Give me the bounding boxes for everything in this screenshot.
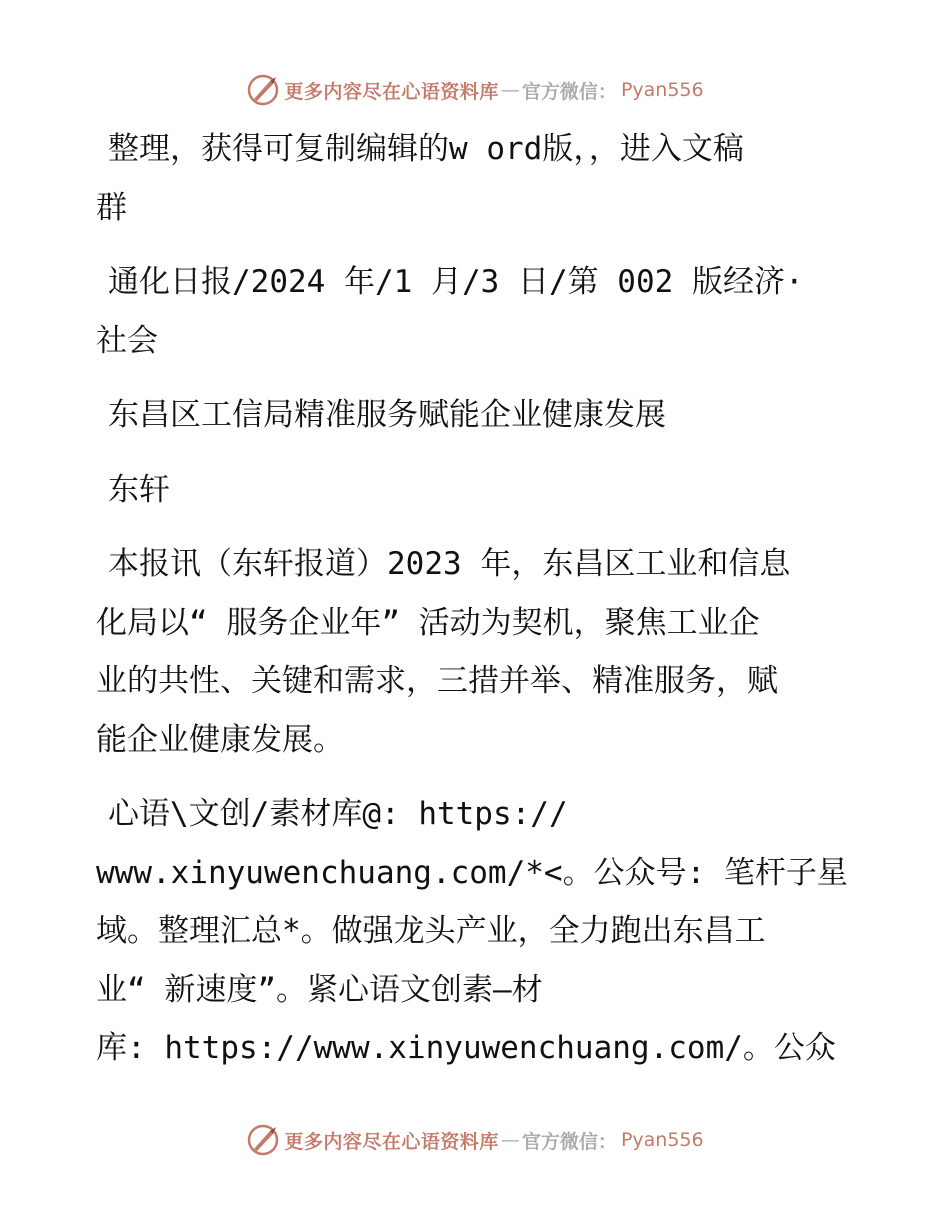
watermark-text: 更多内容尽在心语资料库 xyxy=(284,80,499,103)
quill-logo-icon xyxy=(246,73,280,107)
text-line: 业“ 新速度”。紧心语文创素—材 xyxy=(96,971,543,1008)
text-line: 域。整理汇总*。做强龙头产业，全力跑出东昌工 xyxy=(96,913,766,949)
text-line: 库: https://www.xinyuwenchuang.com/。公众 xyxy=(96,1030,836,1066)
watermark-banner-bottom xyxy=(0,1120,950,1160)
text-line: 能企业健康发展。 xyxy=(96,721,344,758)
text-line: 整理，获得可复制编辑的w ord版，，进入文稿 xyxy=(108,131,744,167)
paragraph-lead xyxy=(96,535,856,769)
text-line: 业的共性、关键和需求，三措并举、精准服务，赋 xyxy=(96,663,778,699)
watermark-suffix: 官方微信： xyxy=(521,1130,617,1153)
watermark-dash: — xyxy=(500,1129,520,1151)
article-headline xyxy=(96,386,856,445)
quill-logo-icon xyxy=(246,1123,280,1157)
watermark-banner-top xyxy=(0,70,950,110)
watermark-wechat-id: Pyan556 xyxy=(620,79,704,101)
text-line: 通化日报/2024 年/1 月/3 日/第 002 版经济· xyxy=(108,264,804,300)
watermark-dash: — xyxy=(500,79,520,101)
watermark-suffix: 官方微信： xyxy=(521,80,617,103)
watermark-wechat-id: Pyan556 xyxy=(620,1129,704,1151)
text-line: 群 xyxy=(96,189,127,226)
text-line: 东昌区工信局精准服务赋能企业健康发展 xyxy=(108,397,666,433)
text-line: 化局以“ 服务企业年” 活动为契机，聚焦工业企 xyxy=(96,604,760,641)
watermark-text: 更多内容尽在心语资料库 xyxy=(284,1130,499,1153)
paragraph-source xyxy=(96,253,856,370)
paragraph-body xyxy=(96,785,856,1078)
text-line: 心语\文创/素材库@: https:// xyxy=(108,796,568,832)
paragraph-intro xyxy=(96,120,856,237)
document-body xyxy=(96,120,856,1078)
text-line: 社会 xyxy=(96,322,158,359)
text-line: 东轩 xyxy=(108,471,170,508)
article-byline xyxy=(96,461,856,520)
text-line: 本报讯（东轩报道）2023 年，东昌区工业和信息 xyxy=(108,546,791,582)
text-line: www.xinyuwenchuang.com/*<。公众号: 笔杆子星 xyxy=(96,854,848,891)
